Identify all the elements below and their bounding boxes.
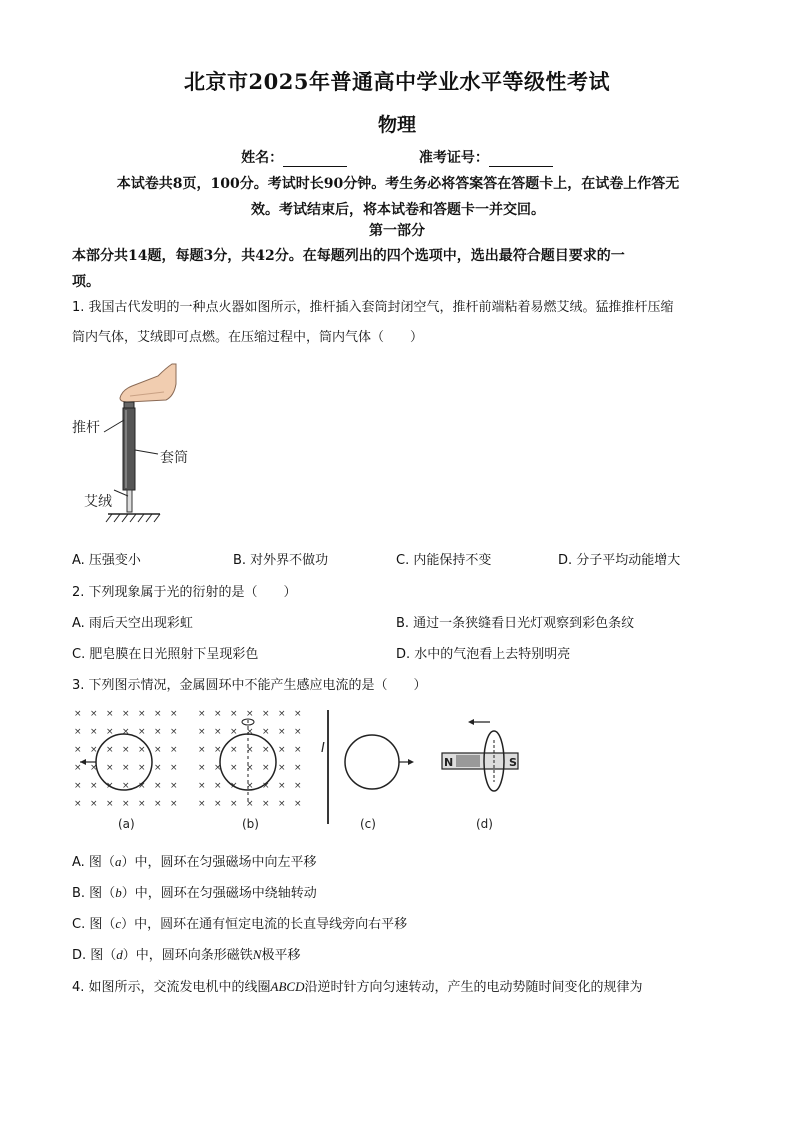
field-cross: ×: [138, 781, 146, 791]
field-cross: ×: [198, 745, 206, 755]
field-cross: ×: [170, 763, 178, 773]
field-cross: ×: [294, 727, 302, 737]
field-cross: ×: [154, 709, 162, 719]
q1-line-1: 1. 我国古代发明的一种点火器如图所示，推杆插入套筒封闭空气，推杆前端粘着易燃艾绒。猛推推杆压缩: [72, 300, 674, 315]
candidate-info-line: [0, 147, 794, 167]
field-cross: ×: [294, 709, 302, 719]
field-cross: ×: [230, 745, 238, 755]
name-label: 姓名：: [241, 150, 284, 166]
field-cross: ×: [246, 781, 254, 791]
field-cross: ×: [106, 781, 114, 791]
field-cross: ×: [214, 727, 222, 737]
field-cross: ×: [278, 781, 286, 791]
field-cross: ×: [170, 745, 178, 755]
exam-title: 北京市2025年普通高中学业水平等级性考试: [184, 69, 610, 94]
notice-line-2: 效。考试结束后，将本试卷和答题卡一并交回。: [251, 202, 545, 218]
field-cross: ×: [262, 709, 270, 719]
field-cross: ×: [90, 799, 98, 809]
field-cross: ×: [198, 763, 206, 773]
part-heading: 第一部分: [369, 223, 425, 239]
q3-option-d[interactable]: D. 图（d）中，圆环向条形磁铁N极平移: [72, 947, 301, 963]
field-cross: ×: [262, 727, 270, 737]
question-2-stem: 2. 下列现象属于光的衍射的是（ ）: [72, 585, 297, 600]
field-cross: ×: [154, 727, 162, 737]
q3-option-c[interactable]: C. 图（c）中，圆环在通有恒定电流的长直导线旁向右平移: [72, 916, 408, 932]
q1-option-a[interactable]: A. 压强变小: [72, 553, 141, 568]
q1-option-d[interactable]: D. 分子平均动能增大: [558, 553, 681, 568]
field-cross: ×: [294, 745, 302, 755]
q2-option-d[interactable]: D. 水中的气泡看上去特别明亮: [396, 647, 571, 662]
rod-label: 推杆: [72, 420, 100, 436]
field-cross: ×: [278, 709, 286, 719]
q1-option-b[interactable]: B. 对外界不做功: [233, 553, 329, 568]
q2-option-c[interactable]: C. 肥皂膜在日光照射下呈现彩色: [72, 647, 259, 662]
field-cross: ×: [214, 745, 222, 755]
field-cross: ×: [246, 763, 254, 773]
field-cross: ×: [106, 727, 114, 737]
field-cross: ×: [278, 745, 286, 755]
field-cross: ×: [170, 727, 178, 737]
field-cross: ×: [90, 745, 98, 755]
field-cross: ×: [170, 799, 178, 809]
q1-figure-fire-piston: [68, 362, 188, 532]
field-cross: ×: [198, 799, 206, 809]
ring-c: [345, 735, 399, 789]
question-1-stem: [72, 293, 724, 353]
question-3-stem: 3. 下列图示情况，金属圆环中不能产生感应电流的是（ ）: [72, 678, 427, 693]
field-cross: ×: [262, 781, 270, 791]
field-cross: ×: [122, 781, 130, 791]
field-cross: ×: [154, 763, 162, 773]
field-cross: ×: [214, 709, 222, 719]
field-cross: ×: [74, 763, 82, 773]
q3-option-a[interactable]: A. 图（a）中，圆环在匀强磁场中向左平移: [72, 854, 317, 870]
field-cross: ×: [138, 799, 146, 809]
field-cross: ×: [74, 799, 82, 809]
field-cross: ×: [262, 745, 270, 755]
rod-cap: [124, 402, 134, 408]
field-cross: ×: [74, 781, 82, 791]
field-cross: ×: [294, 781, 302, 791]
field-cross: ×: [122, 709, 130, 719]
exam-number-label: 准考证号：: [418, 150, 489, 166]
tinder-label: 艾绒: [84, 494, 112, 510]
tube-shape: [123, 408, 135, 490]
field-cross: ×: [154, 745, 162, 755]
q1-option-c[interactable]: C. 内能保持不变: [396, 553, 492, 568]
field-cross: ×: [214, 799, 222, 809]
exam-number-blank[interactable]: [489, 152, 553, 167]
field-cross: ×: [90, 727, 98, 737]
field-crosses-b: [198, 709, 302, 809]
field-cross: ×: [230, 781, 238, 791]
field-cross: ×: [138, 763, 146, 773]
field-cross: ×: [246, 745, 254, 755]
field-cross: ×: [106, 799, 114, 809]
field-cross: ×: [154, 799, 162, 809]
label-b: (b): [242, 817, 259, 831]
field-cross: ×: [138, 709, 146, 719]
south-pole-label: S: [509, 756, 517, 769]
q3-option-b[interactable]: B. 图（b）中，圆环在匀强磁场中绕轴转动: [72, 885, 317, 901]
field-cross: ×: [90, 709, 98, 719]
field-cross: ×: [154, 781, 162, 791]
subject-title: 物理: [377, 114, 416, 136]
part-description: [72, 243, 724, 295]
part-desc-line-2: 项。: [72, 274, 100, 290]
field-cross: ×: [278, 799, 286, 809]
q1-line-2: 筒内气体，艾绒即可点燃。在压缩过程中，筒内气体（ ）: [72, 330, 424, 345]
field-cross: ×: [294, 799, 302, 809]
exam-notice: [72, 171, 724, 223]
field-cross: ×: [74, 709, 82, 719]
hand-shape: [120, 364, 176, 402]
tube-label: 套筒: [160, 450, 188, 466]
field-cross: ×: [246, 727, 254, 737]
field-crosses-a: [74, 709, 178, 809]
field-cross: ×: [170, 709, 178, 719]
field-cross: ×: [198, 781, 206, 791]
field-cross: ×: [170, 781, 178, 791]
field-cross: ×: [294, 763, 302, 773]
north-pole-label: N: [444, 756, 454, 769]
field-cross: ×: [278, 727, 286, 737]
field-cross: ×: [138, 727, 146, 737]
field-cross: ×: [122, 727, 130, 737]
field-cross: ×: [90, 763, 98, 773]
field-cross: ×: [262, 763, 270, 773]
question-4-stem: 4. 如图所示，交流发电机中的线圈ABCD沿逆时针方向匀速转动，产生的电动势随时间变化的规律为: [72, 979, 643, 995]
q2-option-b[interactable]: B. 通过一条狭缝看日光灯观察到彩色条纹: [396, 616, 635, 631]
field-cross: ×: [106, 709, 114, 719]
field-cross: ×: [74, 745, 82, 755]
field-cross: ×: [230, 763, 238, 773]
part-desc-line-1: 本部分共14题，每题3分，共42分。在每题列出的四个选项中，选出最符合题目要求的一: [72, 248, 625, 264]
field-cross: ×: [106, 745, 114, 755]
field-cross: ×: [246, 799, 254, 809]
field-cross: ×: [214, 763, 222, 773]
field-cross: ×: [106, 763, 114, 773]
field-cross: ×: [230, 727, 238, 737]
field-cross: ×: [90, 781, 98, 791]
label-d: (d): [476, 817, 493, 831]
field-cross: ×: [198, 727, 206, 737]
field-cross: ×: [246, 709, 254, 719]
current-label: I: [321, 741, 325, 756]
field-cross: ×: [278, 763, 286, 773]
label-a: (a): [118, 817, 135, 831]
field-cross: ×: [122, 745, 130, 755]
field-cross: ×: [138, 745, 146, 755]
field-cross: ×: [230, 799, 238, 809]
name-blank[interactable]: [283, 152, 347, 167]
field-cross: ×: [74, 727, 82, 737]
field-cross: ×: [262, 799, 270, 809]
label-c: (c): [360, 817, 376, 831]
field-cross: ×: [122, 799, 130, 809]
field-cross: ×: [230, 709, 238, 719]
field-cross: ×: [214, 781, 222, 791]
field-cross: ×: [198, 709, 206, 719]
q3-figure: [66, 700, 546, 840]
notice-line-1: 本试卷共8页，100分。考试时长90分钟。考生务必将答案答在答题卡上，在试卷上作答无: [116, 176, 680, 192]
field-cross: ×: [122, 763, 130, 773]
q2-option-a[interactable]: A. 雨后天空出现彩虹: [72, 616, 193, 631]
